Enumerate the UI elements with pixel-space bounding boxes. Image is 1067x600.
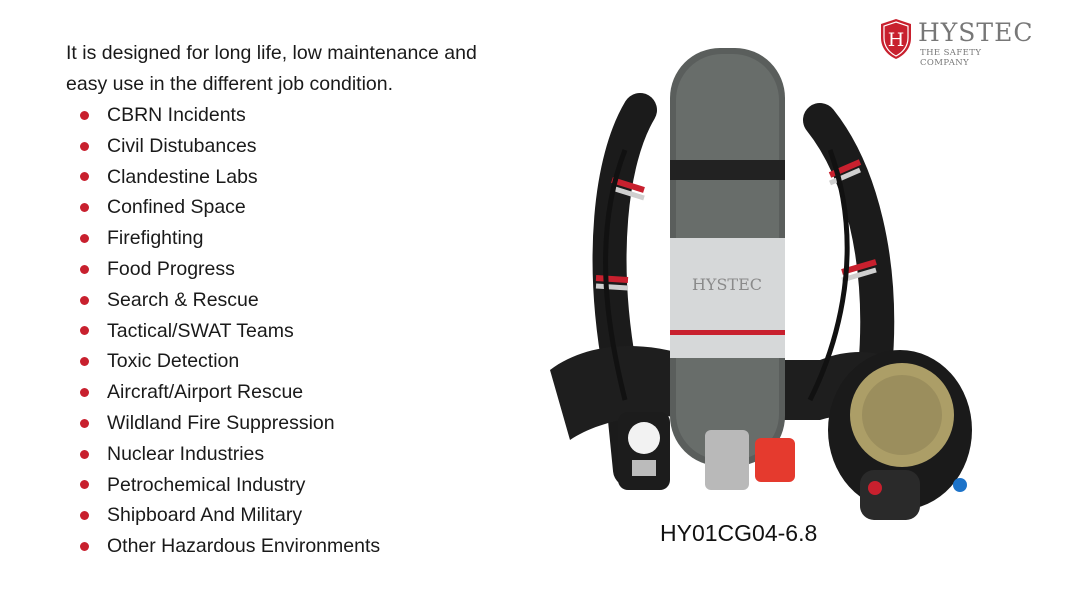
bullet-icon (80, 265, 89, 274)
bullet-icon (80, 357, 89, 366)
list-item: Nuclear Industries (80, 439, 380, 470)
bullet-icon (80, 388, 89, 397)
bullet-icon (80, 542, 89, 551)
bullet-icon (80, 203, 89, 212)
model-number: HY01CG04-6.8 (660, 520, 818, 546)
bullet-icon (80, 419, 89, 428)
breathing-apparatus-image (530, 40, 1000, 540)
brand-tagline: THE SAFETY COMPANY (920, 48, 982, 68)
list-item: Confined Space (80, 192, 380, 223)
list-item: Wildland Fire Suppression (80, 408, 380, 439)
list-item: Toxic Detection (80, 346, 380, 377)
intro-line-1: It is designed for long life, low maintenance and (66, 42, 477, 64)
logo-letter: H (887, 29, 905, 51)
bullet-icon (80, 480, 89, 489)
list-item: Other Hazardous Environments (80, 531, 380, 562)
bullet-icon (80, 326, 89, 335)
bullet-icon (80, 511, 89, 520)
list-item: Food Progress (80, 254, 380, 285)
bullet-icon (80, 111, 89, 120)
list-item: CBRN Incidents (80, 100, 380, 131)
list-item: Firefighting (80, 223, 380, 254)
bullet-icon (80, 450, 89, 459)
list-item: Tactical/SWAT Teams (80, 316, 380, 347)
list-item: Search & Rescue (80, 285, 380, 316)
bullet-icon (80, 172, 89, 181)
intro-line-2: easy use in the different job condition. (66, 73, 394, 95)
bullet-icon (80, 234, 89, 243)
bullet-icon (80, 142, 89, 151)
intro-text (66, 38, 506, 100)
list-item: Aircraft/Airport Rescue (80, 377, 380, 408)
list-item: Clandestine Labs (80, 162, 380, 193)
brand-name: HYSTEC (918, 18, 1034, 47)
bullet-icon (80, 296, 89, 305)
applications-list (80, 100, 380, 562)
list-item: Shipboard And Military (80, 500, 380, 531)
cylinder-brand-label: HYSTEC (691, 275, 763, 294)
list-item: Petrochemical Industry (80, 470, 380, 501)
list-item: Civil Distubances (80, 131, 380, 162)
